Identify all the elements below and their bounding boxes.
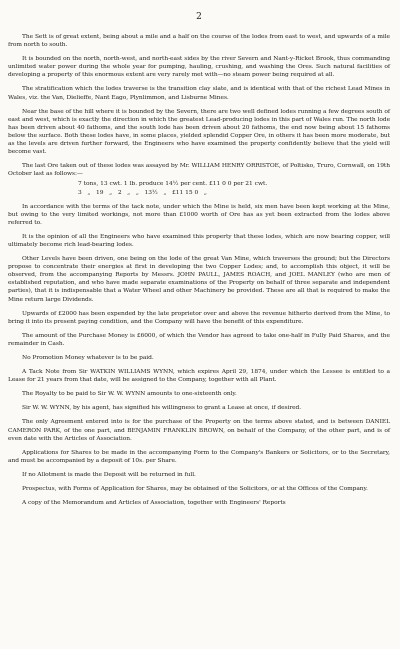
paragraph: Applications for Shares to be made in the accompanying Form to the Company's Bankers or Solicitors, or to the Secretary, and must be accompanied by a deposit of 10s. per Share. — [8, 449, 390, 464]
paragraph: Sir W. W. WYNN, by his agent, has signified his willingness to grant a Lease at once, if desired. — [22, 405, 302, 412]
assay-line: 3 „ 19 „ 2 „ „ 13½ „ £11 15 0 „ — [78, 189, 207, 196]
paragraph: It is bounded on the north, north-west, and north-east sides by the river Severn and Nant-y-Ricket Brook, thus commanding unlimited water power during the whole year for pumping, hauling, crushing, and washing the Ores. Such natural facilities of developing a property of this enormous extent are very rarely met with—no steam power being required at all. — [8, 56, 390, 79]
paragraph: The Royalty to be paid to Sir W. W. WYNN amounts to one-sixteenth only. — [22, 391, 237, 398]
paragraph: The Sett is of great extent, being about a mile and a half on the course of the lodes from east to west, and upwards of a mile from north to south. — [8, 34, 390, 49]
paragraph: Other Levels have been driven, one being on the lode of the great Van Mine, which traverses the ground; but the Directors propose to concentrate their energies at first in developing the two Copper Lodes; and, to accomplish this object, it will be observed, from the accompanying Reports by Messrs. JOHN PAULL, JAMES ROACH, and JOEL MANLEY (who are men of established reputation, and who have made separate examinations of the Property on behalf of three separate and independent parties), that it is indispensable that a Water Wheel and other Machinery be provided. These are all that is required to make the Mine return large Dividends. — [8, 256, 390, 303]
paragraph: In accordance with the terms of the tack note, under which the Mine is held, six men have been kept working at the Mine, but owing to the very limited workings, not more than £1000 worth of Ore has as yet been extracted from the lodes above referred to. — [8, 203, 390, 226]
paragraph: The stratification which the lodes traverse is the transition clay slate, and is identical with that of the richest Lead Mines in Wales, viz. the Van, Dielieffe, Nant Eago, Plynlimmon, and Lisburne Mines. — [8, 86, 390, 101]
document-body — [8, 33, 390, 507]
assay-results — [78, 180, 390, 196]
paragraph: The amount of the Purchase Money is £6000, of which the Vendor has agreed to take one-half in Fully Paid Shares, and the remainder in Cash. — [8, 332, 390, 347]
paragraph: Near the base of the hill where it is bounded by the Severn, there are two well defined lodes running a few degrees south of east and west, which is exactly the direction in which the greatest Lead-producing lodes in this part of Wales run. The north lode has been driven about 40 fathoms, and the south lode has been driven about 20 fathoms, the end now being about 15 fathoms below the surface. Both these lodes have, in some places, yielded splendid Copper Ore, in others it has been more moderate, but as the levels are driven further forward, the Engineers who have examined the property confidently believe that the yield will become vast. — [8, 108, 390, 156]
paragraph: If no Allotment is made the Deposit will be returned in full. — [22, 471, 196, 478]
paragraph: It is the opinion of all the Engineers who have examined this property that these lodes, which are now bearing copper, will ultimately become rich lead-bearing lodes. — [8, 233, 390, 248]
paragraph: No Promotion Money whatever is to be paid. — [22, 355, 154, 361]
paragraph: Prospectus, with Forms of Application for Shares, may be obtained of the Solicitors, or at the Offices of the Company. — [22, 486, 368, 493]
paragraph: A copy of the Memorandum and Articles of Association, together with Engineers' Reports — [22, 500, 286, 507]
paragraph: Upwards of £2000 has been expended by the late proprietor over and above the revenue hitherto derived from the Mine, to bring it into its present paying condition, and the Company will have the benefit of this expenditure. — [8, 310, 390, 325]
paragraph: The only Agreement entered into is for the purchase of the Property on the terms above stated, and is between DANIEL CAMERON PARK, of the one part, and BENJAMIN FRANKLIN BROWN, on behalf of the Company, of the other part, and is of even date with the Articles of Association. — [8, 419, 390, 442]
paragraph: A Tack Note from Sir WATKIN WILLIAMS WYNN, which expires April 29, 1874, under which the Lessee is entitled to a Lease for 21 years from that date, will be assigned to the Company, together with all Plant. — [8, 369, 390, 384]
paragraph: The last Ore taken out of these lodes was assayed by Mr. WILLIAM HENRY ORRISTOE, of Poltisko, Truro, Cornwall, on 19th October last as follows:— — [8, 163, 390, 178]
assay-line: 7 tons, 13 cwt. 1 lb. produce 14½ per cent. £11 0 0 per 21 cwt. — [78, 181, 268, 188]
page-number: 2 — [196, 12, 202, 22]
